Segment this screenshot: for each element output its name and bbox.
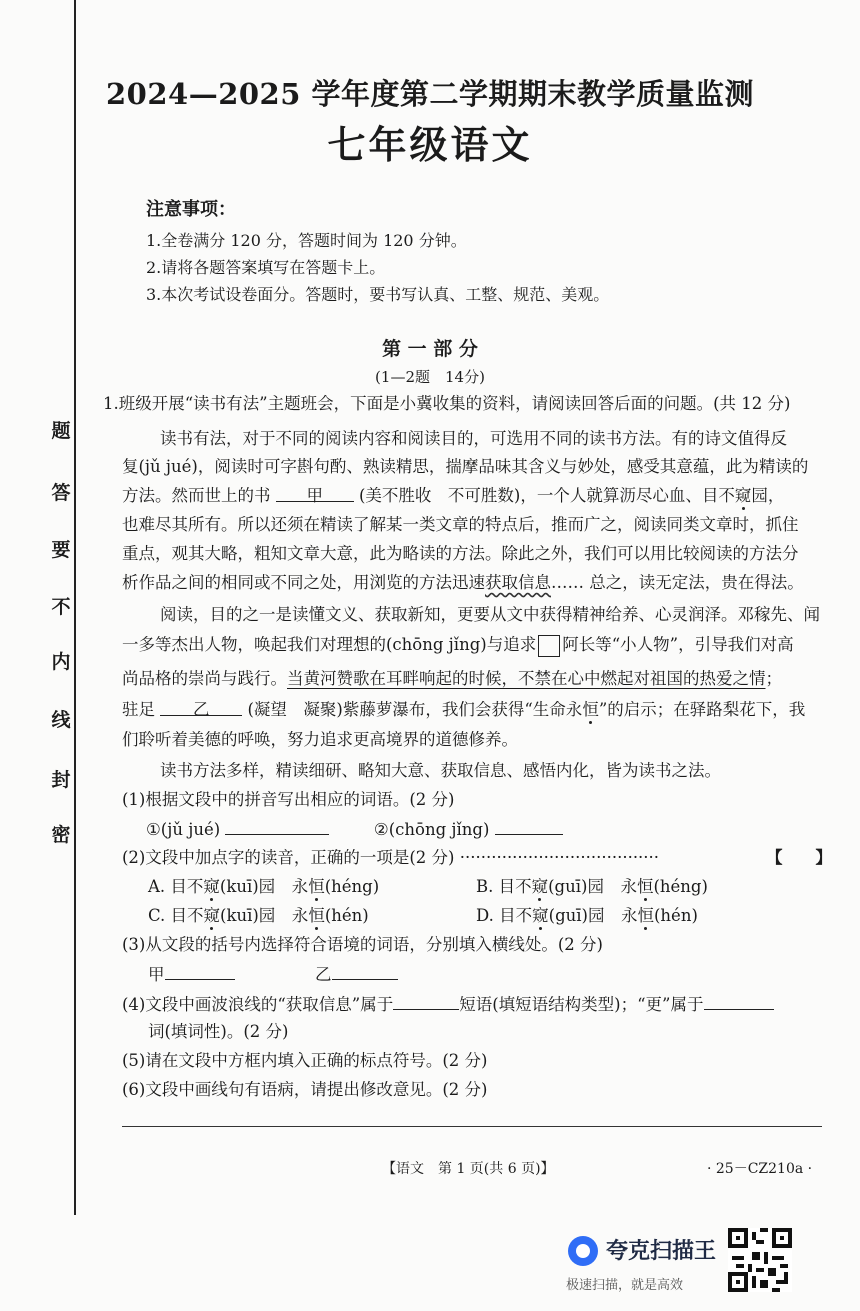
quark-logo-icon xyxy=(568,1236,598,1266)
qr-code-icon xyxy=(728,1228,792,1292)
option-text: C. 目不 xyxy=(148,906,204,925)
subquestion-3-blanks xyxy=(148,963,398,986)
dotted-char: 窥 xyxy=(203,877,220,896)
option-text: A. 目不 xyxy=(148,877,204,896)
passage-line: 也难尽其所有。所以还须在精读了解某一类文章的特点后，推而广之，阅读同类文章时，抓住 xyxy=(122,515,799,534)
subquestion-1-blanks xyxy=(146,818,563,841)
option-text: (hén) xyxy=(653,906,698,925)
dotted-char: 恒 xyxy=(308,906,325,925)
option-text: (guī)园 永 xyxy=(548,877,637,896)
question-stem: 1.班级开展“读书有法”主题班会，下面是小冀收集的资料，请阅读回答后面的问题。(共 12 分) xyxy=(103,394,791,413)
blank-label: 甲 xyxy=(148,965,165,984)
passage-line xyxy=(122,668,782,690)
notice-item: 3.本次考试设卷面分。答题时，要书写认真、工整、规范、美观。 xyxy=(146,285,610,304)
subquestion-6: (6)文段中画线句有语病，请提出修改意见。(2 分) xyxy=(122,1080,488,1099)
passage-line xyxy=(122,485,784,507)
subquestion-1: (1)根据文段中的拼音写出相应的词语。(2 分) xyxy=(122,790,455,809)
passage-line: 重点，观其大略，粗知文章大意，此为略读的方法。除此之外，我们可以用比较阅读的方法分 xyxy=(122,544,799,563)
blank-jia xyxy=(276,485,354,505)
part-title: 第 一 部 分 xyxy=(382,338,478,360)
answer-blank[interactable] xyxy=(393,993,459,1010)
pinyin-b: ②(chōng jǐng) xyxy=(373,820,490,839)
side-char: 线 xyxy=(51,709,71,731)
subquestion-5: (5)请在文段中方框内填入正确的标点符号。(2 分) xyxy=(122,1051,488,1070)
page-number: 【语文 第 1 页(共 6 页)】 xyxy=(382,1161,555,1177)
passage-line: 读书有法，对于不同的阅读内容和阅读目的，可选用不同的读书方法。有的诗文值得反 xyxy=(160,429,787,448)
blank-yi xyxy=(160,699,242,719)
answer-blank[interactable] xyxy=(704,993,774,1010)
subquestion-2: (2)文段中加点字的读音，正确的一项是(2 分) ······································ xyxy=(122,848,660,867)
watermark-name: 夸克扫描王 xyxy=(606,1239,717,1264)
option-d[interactable] xyxy=(476,905,698,927)
dotted-char: 恒 xyxy=(637,906,654,925)
answer-blank[interactable] xyxy=(495,818,563,835)
passage-text: 析作品之间的相同或不同之处，用浏览的方法迅速 xyxy=(122,573,485,592)
dotted-char: 窥 xyxy=(203,906,221,925)
bottom-rule xyxy=(122,1126,822,1127)
passage-line: 们聆听着美德的呼唤，努力追求更高境界的道德修养。 xyxy=(122,730,518,749)
passage-line xyxy=(122,634,794,657)
option-text: (guī)园 永 xyxy=(548,906,638,925)
dotted-char: 窥 xyxy=(734,486,752,505)
answer-blank[interactable] xyxy=(332,963,398,980)
subquestion-4-cont: 词(填词性)。(2 分) xyxy=(148,1022,289,1041)
side-char: 封 xyxy=(51,769,71,791)
side-char: 不 xyxy=(51,596,71,618)
answer-bracket[interactable]: 【 】 xyxy=(766,848,832,867)
subquestion-4 xyxy=(122,993,774,1016)
passage-text: 一多等杰出人物，唤起我们对理想的(chōng jǐng)与追求 xyxy=(122,635,537,654)
dotted-char: 恒 xyxy=(582,700,599,719)
question-text: 短语(填短语结构类型)；“更”属于 xyxy=(459,995,704,1014)
option-text: (hén) xyxy=(324,906,369,925)
question-text: (4)文段中画波浪线的“获取信息”属于 xyxy=(122,995,394,1014)
option-b[interactable] xyxy=(476,876,708,898)
subject-title: 七年级语文 xyxy=(327,123,533,167)
passage-text: 阿长等“小人物”，引导我们对高 xyxy=(562,635,794,654)
binding-line xyxy=(74,0,76,1215)
passage-text: (美不胜收 不可胜数)，一个人就算沥尽心血、目不 xyxy=(359,486,735,505)
notice-item: 1.全卷满分 120 分，答题时间为 120 分钟。 xyxy=(146,231,467,250)
passage-line: 复(jǔ jué)，阅读时可字斟句酌、熟读精思，揣摩品味其含义与妙处，感受其意蕴，此为精读的 xyxy=(122,457,809,476)
option-text: (héng) xyxy=(653,877,708,896)
part-range: (1—2题 14分) xyxy=(375,368,485,386)
passage-text: 方法。然而世上的书 xyxy=(122,486,271,505)
passage-line: 读书方法多样，精读细研、略知大意、获取信息、感悟内化，皆为读书之法。 xyxy=(160,761,721,780)
option-text: (kuī)园 永 xyxy=(220,906,309,925)
blank-label: 甲 xyxy=(306,486,323,505)
blank-label: 乙 xyxy=(193,700,210,719)
option-c[interactable] xyxy=(148,905,369,927)
blank-label: 乙 xyxy=(315,965,332,984)
subquestion-3: (3)从文段的括号内选择符合语境的词语，分别填入横线处。(2 分) xyxy=(122,935,603,954)
side-char: 密 xyxy=(51,824,71,846)
notice-item: 2.请将各题答案填写在答题卡上。 xyxy=(146,258,386,277)
side-char: 内 xyxy=(51,651,71,673)
option-text: B. 目不 xyxy=(476,877,532,896)
side-char: 题 xyxy=(51,420,71,442)
passage-line xyxy=(122,572,804,594)
punctuation-box xyxy=(538,635,560,657)
dotted-char: 窥 xyxy=(532,906,549,925)
side-char: 答 xyxy=(51,482,71,504)
pinyin-a: ①(jǔ jué) xyxy=(146,820,221,839)
exam-title: 2024—2025 学年度第二学期期末教学质量监测 xyxy=(105,77,755,111)
wavy-underline-text: 获取信息 xyxy=(485,573,551,592)
passage-line xyxy=(122,699,805,721)
notice-heading: 注意事项： xyxy=(146,199,236,220)
side-char: 要 xyxy=(51,539,71,561)
dotted-char: 恒 xyxy=(636,877,654,896)
passage-text: ； xyxy=(765,669,782,688)
passage-text: 尚品格的崇尚与践行。 xyxy=(122,669,287,688)
watermark-tagline: 极速扫描，就是高效 xyxy=(566,1278,684,1293)
dotted-char: 窥 xyxy=(531,877,549,896)
option-text: (héng) xyxy=(324,877,380,896)
passage-line: 阅读，目的之一是读懂文义、获取新知，更要从文中获得精神给养、心灵润泽。邓稼先、闻 xyxy=(160,605,820,624)
passage-text: 驻足 xyxy=(122,700,155,719)
paper-code: · 25－CZ210a · xyxy=(707,1161,813,1177)
answer-blank[interactable] xyxy=(165,963,235,980)
underlined-sentence: 当黄河赞歌在耳畔响起的时候，不禁在心中燃起对祖国的热爱之情 xyxy=(287,669,766,688)
passage-text: (凝望 凝聚)紫藤萝瀑布，我们会获得“生命永 xyxy=(247,700,583,719)
option-a[interactable] xyxy=(148,876,379,898)
dotted-char: 恒 xyxy=(308,877,325,896)
option-text: (kuī)园 永 xyxy=(219,877,309,896)
option-text: D. 目不 xyxy=(476,906,533,925)
answer-blank[interactable] xyxy=(225,818,329,835)
passage-text: 园， xyxy=(751,486,785,505)
passage-text: ”的启示；在驿路梨花下，我 xyxy=(598,700,806,719)
passage-text: …… 总之，读无定法，贵在得法。 xyxy=(551,573,804,592)
